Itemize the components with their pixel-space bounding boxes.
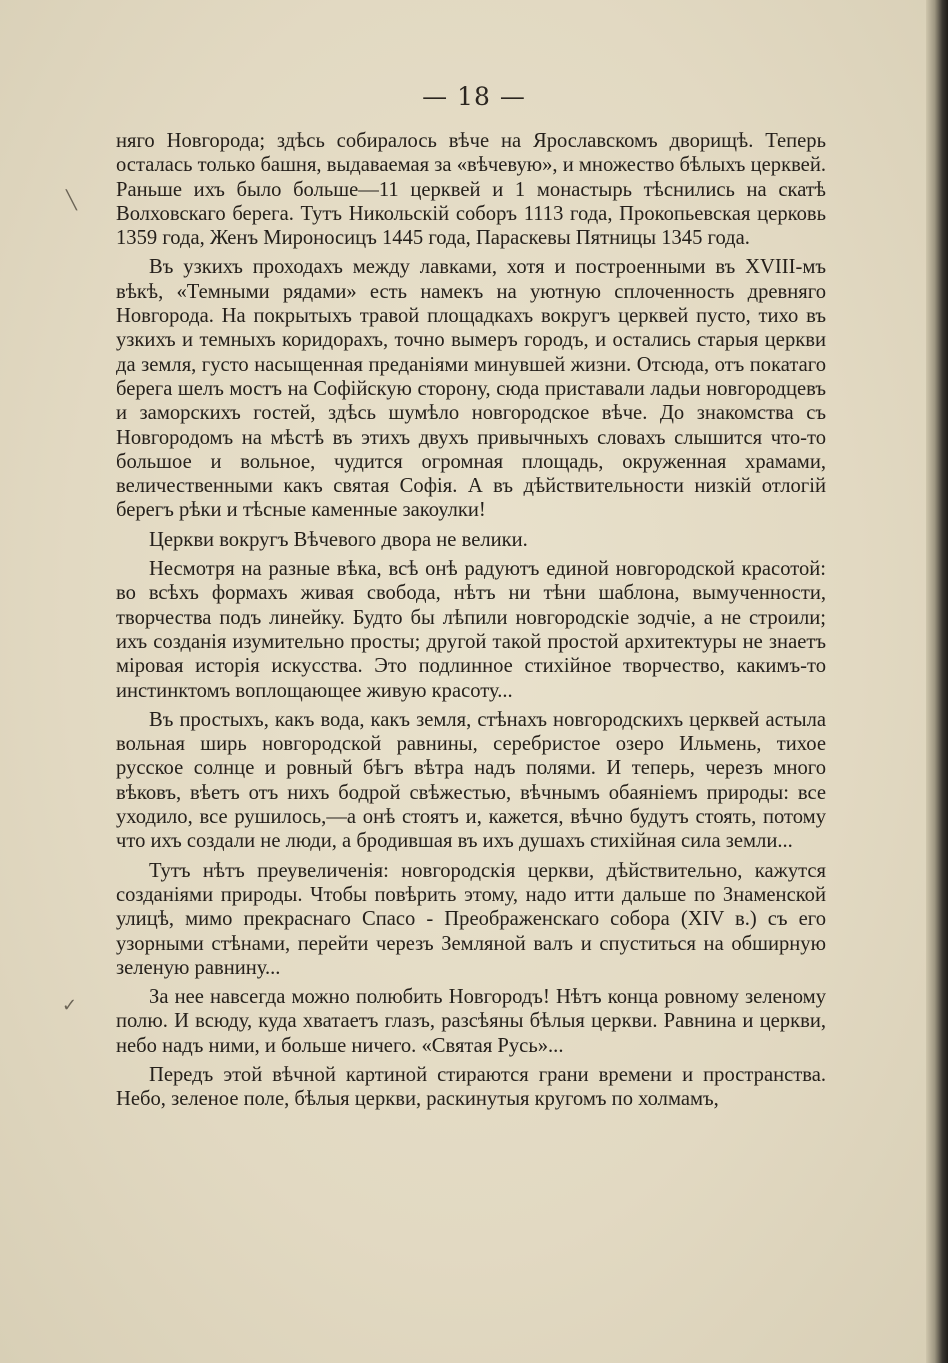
paragraph: Несмотря на разные вѣка, всѣ онѣ радуютъ единой новгородской красотой: во всѣхъ формахъ живая свобода, нѣтъ ни тѣни шаблона, вымученности, творчества подъ линейку. Будто бы лѣпили новгородскіе зодчіе, а не строили; ихъ созданія изумительно просты; другой такой простой архитектуры не знаетъ міровая исторія искусства. Это подлинное стихійное творчество, какимъ-то инстинктомъ воплощающее живую красоту... (116, 558, 826, 702)
margin-mark: ✓ (62, 995, 78, 1016)
body-text (116, 129, 826, 1117)
paragraph: Въ узкихъ проходахъ между лавками, хотя и построенными въ XVIII-мъ вѣкѣ, «Темными рядами» есть намекъ на уютную сплоченность древняго Новгорода. На покрытыхъ травой площадкахъ вокругъ церквей пусто, тихо въ узкихъ и темныхъ коридорахъ, точно вымеръ городъ, и остались старыя церкви да земля, густо насыщенная преданіями минувшей жизни. Отсюда, отъ покатаго берега шелъ мостъ на Софійскую сторону, сюда приставали ладьи новгородцевъ и заморскихъ гостей, здѣсь шумѣло новгородское вѣче. До знакомства съ Новгородомъ на мѣстѣ въ этихъ двухъ привычныхъ словахъ слышится что-то большое и вольное, чудится огромная площадь, окруженная храмами, величественными какъ святая Софія. А въ дѣйствительности низкій отлогій берегъ рѣки и тѣсные каменные закоулки! (116, 256, 826, 522)
paragraph: Церкви вокругъ Вѣчевого двора не велики. (149, 528, 528, 551)
paragraph: Въ простыхъ, какъ вода, какъ земля, стѣнахъ новгородскихъ церквей астыла вольная ширь новгородской равнины, серебристое озеро Ильмень, тихое русское солнце и ровный бѣгъ вѣтра надъ полями. И теперь, черезъ много вѣковъ, вѣетъ отъ нихъ бодрой свѣжестью, вѣчнымъ обаяніемъ природы: все уходило, все рушилось,—а онѣ стоятъ и, кажется, вѣчно будутъ стоять, потому что ихъ создали не люди, а бродившая въ ихъ душахъ стихійная сила земли... (116, 708, 826, 853)
paragraph: За нее навсегда можно полюбить Новгородъ! Нѣтъ конца ровному зеленому полю. И всюду, куда хватаетъ глазъ, разсѣяны бѣлыя церкви. Равнина и церкви, небо надъ ними, и больше ничего. «Святая Русь»... (116, 986, 826, 1057)
page-edge-shadow (926, 0, 948, 1363)
paragraph: Тутъ нѣтъ преувеличенія: новгородскія церкви, дѣйствительно, кажутся созданіями природы. Чтобы повѣрить этому, надо итти дальше по Знаменской улицѣ, мимо прекраснаго Спасо - Преображенскаго собора (XIV в.) съ его узорными стѣнами, перейти черезъ Земляной валъ и спуститься на обширную зеленую равнину... (116, 859, 826, 979)
paragraph: няго Новгорода; здѣсь собиралось вѣче на Ярославскомъ дворищѣ. Теперь осталась только башня, выдаваемая за «вѣчевую», и множество бѣлыхъ церквей. Раньше ихъ было больше—11 церквей и 1 монастырь тѣснились на скатѣ Волховскаго берега. Тутъ Никольскій соборъ 1113 года, Прокопьевская церковь 1359 года, Женъ Мироносицъ 1445 года, Параскевы Пятницы 1345 года. (116, 130, 826, 250)
margin-mark: ╲ (66, 190, 77, 211)
paragraph: Передъ этой вѣчной картиной стираются грани времени и пространства. Небо, зеленое поле, бѣлыя церкви, раскинутыя кругомъ по холмамъ, (116, 1063, 826, 1111)
page-number: — 18 — (422, 82, 526, 111)
